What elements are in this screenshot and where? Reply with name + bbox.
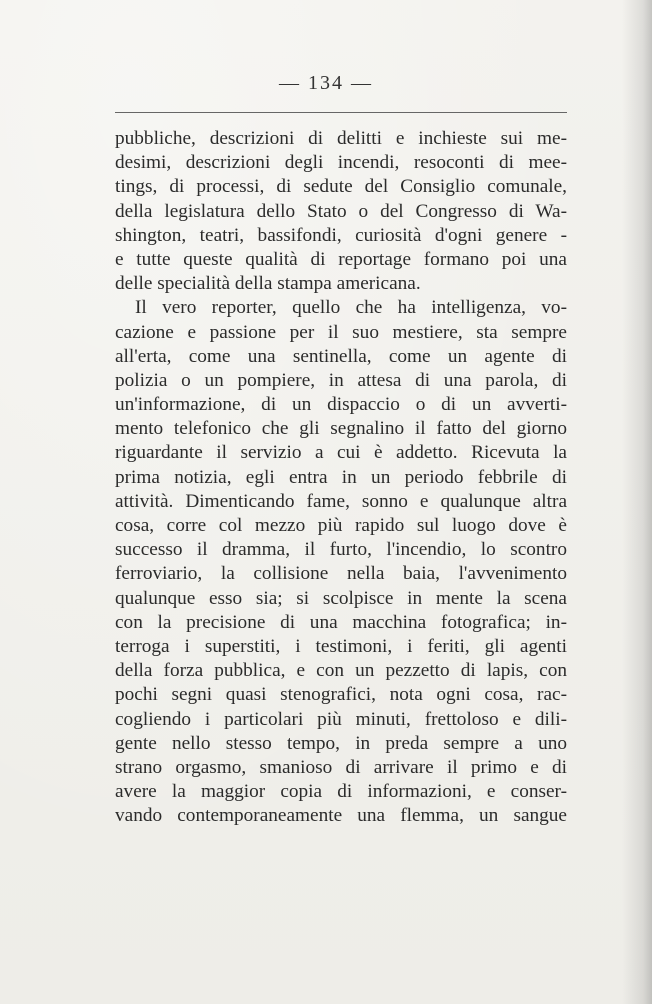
text-line: all'erta, come una sentinella, come un agente di bbox=[115, 345, 567, 367]
text-line: riguardante il servizio a cui è addetto. Ricevuta la bbox=[115, 442, 567, 464]
text-line: un'informazione, di un dispaccio o di un avverti- bbox=[115, 394, 567, 416]
text-line: prima notizia, egli entra in un periodo febbrile di bbox=[115, 466, 567, 488]
text-line: gente nello stesso tempo, in preda sempre a uno bbox=[115, 732, 567, 754]
text-line: qualunque esso sia; si scolpisce in mente la scena bbox=[115, 587, 567, 609]
text-line: terroga i superstiti, i testimoni, i feriti, gli agenti bbox=[115, 635, 567, 657]
text-line: desimi, descrizioni degli incendi, resoconti di mee- bbox=[115, 152, 567, 174]
text-line: della forza pubblica, e con un pezzetto di lapis, con bbox=[115, 660, 567, 682]
text-line: vando contemporaneamente una flemma, un sangue bbox=[115, 805, 567, 827]
text-line: della legislatura dello Stato o del Congresso di Wa- bbox=[115, 200, 567, 222]
text-line: tings, di processi, di sedute del Consiglio comunale, bbox=[115, 176, 567, 198]
header-rule bbox=[115, 112, 567, 113]
text-line: delle specialità della stampa americana. bbox=[115, 273, 421, 295]
text-line: e tutte queste qualità di reportage formano poi una bbox=[115, 248, 567, 270]
text-line: con la precisione di una macchina fotografica; in- bbox=[115, 611, 567, 633]
text-line: cogliendo i particolari più minuti, frettoloso e dili- bbox=[115, 708, 567, 730]
body-text bbox=[115, 127, 567, 828]
text-line: cosa, corre col mezzo più rapido sul luogo dove è bbox=[115, 515, 567, 536]
text-line: shington, teatri, bassifondi, curiosità d'ogni genere - bbox=[115, 224, 567, 246]
page-number: — 134 — bbox=[279, 72, 373, 94]
text-line: ferroviario, la collisione nella baia, l'avvenimento bbox=[115, 563, 567, 585]
text-line: strano orgasmo, smanioso di arrivare il primo e di bbox=[115, 756, 567, 778]
page-edge-shadow bbox=[622, 0, 652, 1004]
text-line: cazione e passione per il suo mestiere, sta sempre bbox=[115, 321, 567, 343]
text-line: pochi segni quasi stenografici, nota ogni cosa, rac- bbox=[115, 684, 567, 706]
text-line: attività. Dimenticando fame, sonno e qualunque altra bbox=[115, 490, 567, 512]
text-line: avere la maggior copia di informazioni, e conser- bbox=[115, 781, 567, 803]
text-line: successo il dramma, il furto, l'incendio, lo scontro bbox=[115, 539, 567, 561]
text-line: Il vero reporter, quello che ha intelligenza, vo- bbox=[135, 297, 567, 319]
text-line: pubbliche, descrizioni di delitti e inchieste sui me- bbox=[115, 128, 567, 149]
text-line: polizia o un pompiere, in attesa di una parola, di bbox=[115, 369, 567, 391]
text-line: mento telefonico che gli segnalino il fatto del giorno bbox=[115, 418, 567, 440]
